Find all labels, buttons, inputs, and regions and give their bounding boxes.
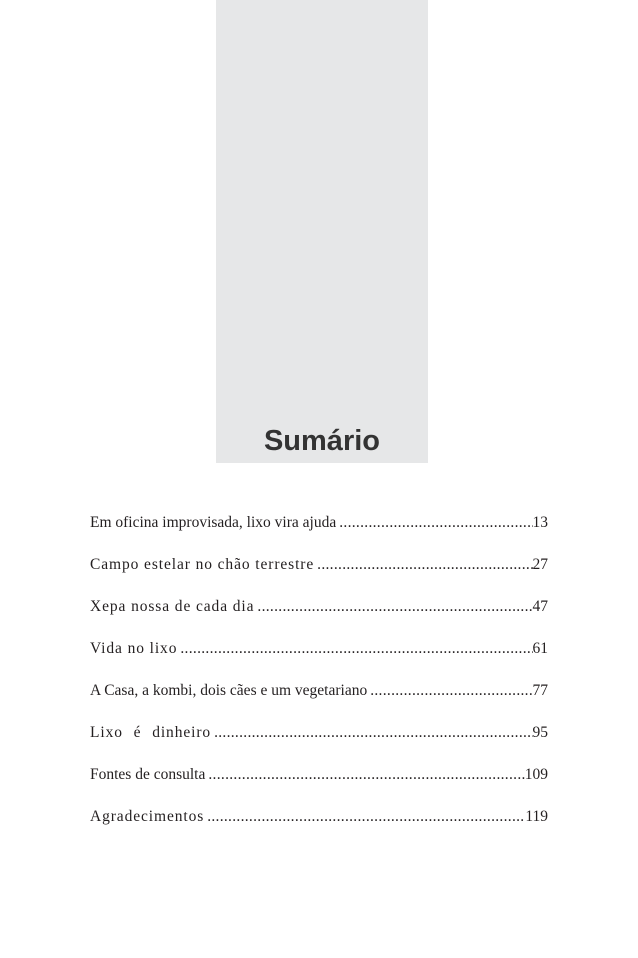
toc-entry-page: 119 — [525, 808, 548, 825]
toc-entry-page: 27 — [532, 556, 548, 573]
toc-entry[interactable] — [90, 796, 548, 838]
title-background-band — [216, 0, 428, 463]
toc-entry-page: 13 — [532, 514, 548, 531]
toc-dot-leader — [207, 796, 525, 838]
toc-entry[interactable] — [90, 754, 548, 796]
toc-entry[interactable] — [90, 544, 548, 586]
toc-entry-title: Em oficina improvisada, lixo vira ajuda — [90, 514, 337, 531]
toc-entry-title: Campo estelar no chão terrestre — [90, 556, 315, 573]
toc-dot-leader — [180, 628, 532, 670]
toc-entry[interactable] — [90, 502, 548, 544]
toc-entry-title: Agradecimentos — [90, 808, 205, 825]
page-title: Sumário — [263, 425, 380, 457]
toc-entry[interactable] — [90, 586, 548, 628]
toc-dot-leader — [257, 586, 532, 628]
toc-dot-leader — [208, 754, 524, 796]
toc-entry-page: 61 — [532, 640, 548, 657]
toc-entry-title: A Casa, a kombi, dois cães e um vegetariano — [90, 682, 368, 699]
toc-entry[interactable] — [90, 628, 548, 670]
toc-entry-title: Vida no lixo — [90, 640, 178, 657]
toc-entry-title: Xepa nossa de cada dia — [90, 598, 255, 615]
toc-entry-page: 95 — [532, 724, 548, 741]
toc-dot-leader — [214, 712, 532, 754]
toc-entry-title: Fontes de consulta — [90, 766, 206, 783]
table-of-contents — [90, 502, 548, 838]
toc-entry-page: 47 — [532, 598, 548, 615]
toc-entry-page: 109 — [524, 766, 548, 783]
toc-dot-leader — [339, 502, 532, 544]
toc-entry-title: Lixo é dinheiro — [90, 724, 212, 741]
toc-dot-leader — [317, 544, 532, 586]
toc-entry[interactable] — [90, 712, 548, 754]
toc-entry[interactable] — [90, 670, 548, 712]
toc-dot-leader — [370, 670, 532, 712]
toc-entry-page: 77 — [532, 682, 548, 699]
